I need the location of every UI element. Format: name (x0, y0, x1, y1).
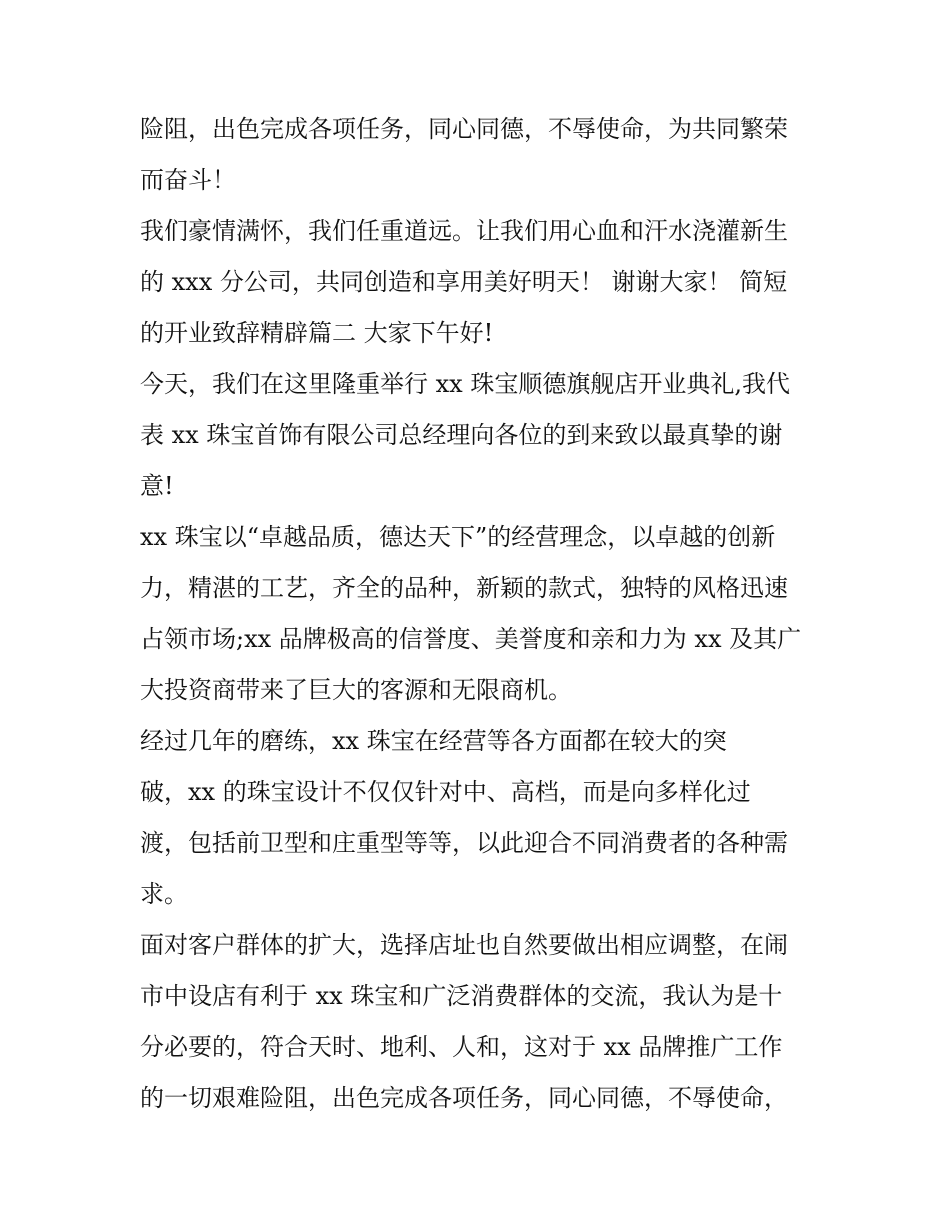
body-text (140, 104, 830, 1124)
text-line: 意! (140, 472, 174, 500)
text-line: 的开业致辞精辟篇二 大家下午好! (140, 319, 494, 347)
text-line: 表 xx 珠宝首饰有限公司总经理向各位的到来致以最真挚的谢 (140, 421, 783, 449)
text-line: 渡，包括前卫型和庄重型等等，以此迎合不同消费者的各种需 (140, 829, 788, 857)
text-line: 险阻，出色完成各项任务，同心同德，不辱使命，为共同繁荣 (140, 115, 788, 143)
text-line: 分必要的，符合天时、地利、人和，这对于 xx 品牌推广工作 (140, 1033, 783, 1061)
text-line: 求。 (140, 880, 188, 908)
text-line: 面对客户群体的扩大，选择店址也自然要做出相应调整，在闹 (140, 931, 788, 959)
text-line: 力，精湛的工艺，齐全的品种，新颖的款式，独特的风格迅速 (140, 574, 788, 602)
text-line: 的 xxx 分公司，共同创造和享用美好明天！ 谢谢大家！ 简短 (140, 268, 788, 296)
text-line: 今天，我们在这里隆重举行 xx 珠宝顺德旗舰店开业典礼,我代 (140, 370, 790, 398)
text-line: 的一切艰难险阻，出色完成各项任务，同心同德，不辱使命， (140, 1084, 788, 1112)
text-line: 大投资商带来了巨大的客源和无限商机。 (140, 676, 572, 704)
text-line: 经过几年的磨练，xx 珠宝在经营等各方面都在较大的突 (140, 727, 727, 755)
text-line: 市中设店有利于 xx 珠宝和广泛消费群体的交流，我认为是十 (140, 982, 783, 1010)
text-line: 我们豪情满怀，我们任重道远。让我们用心血和汗水浇灌新生 (140, 217, 788, 245)
text-line: 破，xx 的珠宝设计不仅仅针对中、高档，而是向多样化过 (140, 778, 751, 806)
text-line: 占领市场;xx 品牌极高的信誉度、美誉度和亲和力为 xx 及其广 (140, 625, 802, 653)
text-line: xx 珠宝以“卓越品质，德达天下”的经营理念，以卓越的创新 (140, 523, 776, 551)
text-line: 而奋斗！ (140, 166, 236, 194)
